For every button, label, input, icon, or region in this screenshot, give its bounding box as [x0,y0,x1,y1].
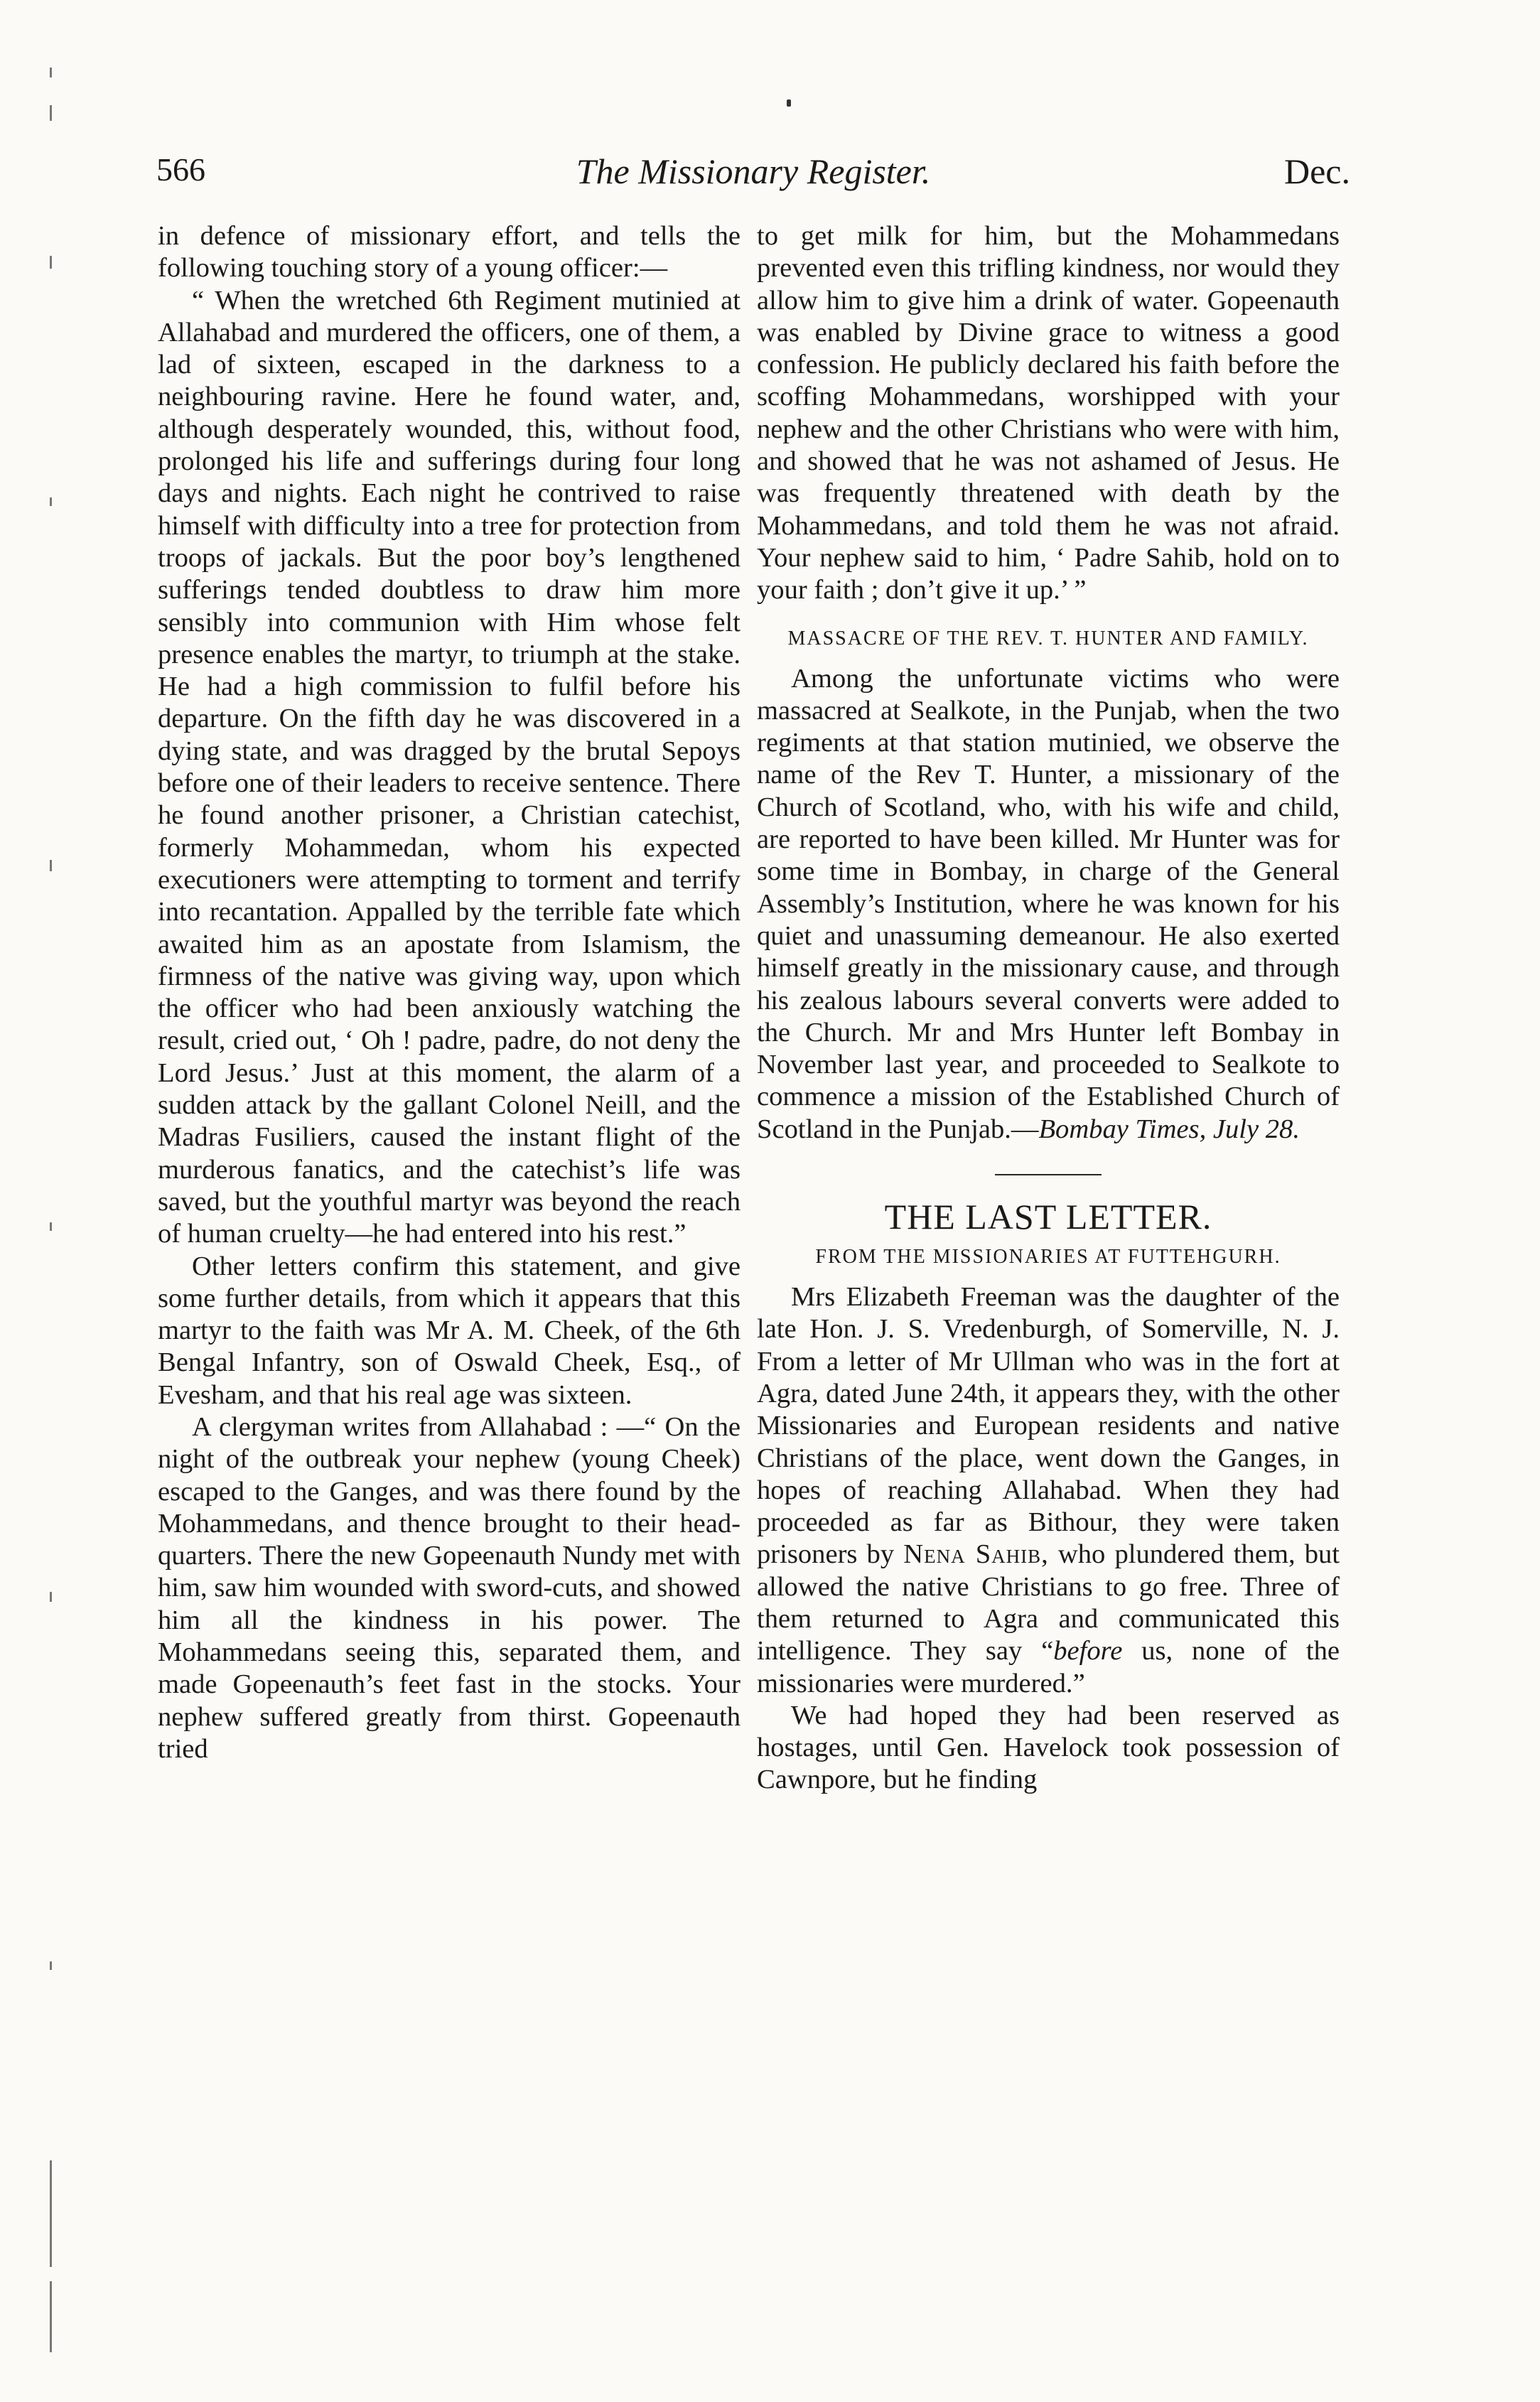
paragraph: “ When the wretched 6th Regiment mutinied at Allahabad and murdered the officers, one of them, a lad of sixteen, escaped in the darkness to a neighbouring ravine. Here he found water, and, although desperately wounded, this, without food, prolonged his life and sufferings during four long days and nights. Each night he contrived to raise himself with difficulty into a tree for protection from troops of jackals. But the poor boy’s lengthened sufferings tended doubtless to draw him more sensibly into communion with Him whose felt presence enables the martyr, to triumph at the stake. He had a high commission to fulfil before his departure. On the fifth day he was discovered in a dying state, and was dragged by the brutal Sepoys before one of their leaders to receive sentence. There he found another prisoner, a Christian catechist, formerly Mohammedan, whom his expected executioners were attempting to torment and terrify into recantation. Appalled by the terrible fate which awaited him as an apostate from Islamism, the firmness of the native was giving way, upon which the officer who had been anxiously watching the result, cried out, ‘ Oh ! padre, padre, do not deny the Lord Jesus.’ Just at this moment, the alarm of a sudden attack by the gallant Colonel Neill, and the Madras Fusiliers, caused the instant flight of the murderous fanatics, and the catechist’s life was saved, but the youthful martyr was beyond the reach of human cruelty—he had entered into his rest.” [158,285,741,1249]
section-heading: MASSACRE OF THE REV. T. HUNTER AND FAMILY. [787,627,1309,650]
paragraph-text: us, none of the missionaries were murdered.” [757,1636,1340,1698]
journal-title: The Missionary Register. [576,151,931,191]
emphasis: before [1053,1636,1123,1666]
source-citation: Bombay Times, July 28. [1038,1114,1300,1144]
right-column [757,220,1340,1797]
header-month: Dec. [1284,151,1350,191]
person-name: Nena Sahib, [903,1539,1049,1570]
paragraph: A clergyman writes from Allahabad : —“ On the night of the outbreak your nephew (young Cheek) escaped to the Ganges, and was there found by the Mohammedans, and thence brought to their head-quarters. There the new Gopeenauth Nundy met with him, saw him wounded with sword-cuts, and showed him all the kindness in his power. The Mohammedans seeing this, separated them, and made Gopeenauth’s feet fast in the stocks. Your nephew suffered greatly from thirst. Gopeenauth tried [158,1411,741,1764]
paragraph: in defence of missionary effort, and tells the following touching story of a young officer:— [158,221,741,284]
page-number: 566 [156,151,205,188]
paragraph-text: who plundered them, but allowed the native Christians to go free. Three of them returned to Agra and communicated this intelligence. They say “ [757,1539,1340,1666]
printer-mark [787,99,791,107]
paragraph [757,1281,1340,1700]
article-title: THE LAST LETTER. [884,1197,1212,1237]
paragraph [757,663,1340,1146]
paragraph-text: Among the unfortunate victims who were massacred at Sealkote, in the Punjab, when the two regiments at that station mutinied, we observe the name of the Rev T. Hunter, a missionary of the Church of Scotland, who, with his wife and child, are reported to have been killed. Mr Hunter was for some time in Bombay, in charge of the General Assembly’s Institution, where he was known for his quiet and unassuming demeanour. He also exerted himself greatly in the missionary cause, and through his zealous labours several converts were added to the Church. Mr and Mrs Hunter left Bombay in November last year, and proceeded to Sealkote to commence a mission of the Established Church of Scotland in the Punjab.— [757,663,1340,1144]
left-column [158,220,741,1765]
paragraph: We had hoped they had been reserved as hostages, until Gen. Havelock took possession of Cawnpore, but he finding [757,1700,1340,1795]
divider-rule [995,1174,1102,1175]
page-gutter-marks [50,0,60,2402]
article-subtitle: FROM THE MISSIONARIES AT FUTTEHGURH. [815,1246,1281,1269]
paragraph: to get milk for him, but the Mohammedans prevented even this trifling kindness, nor would they allow him to give him a drink of water. Gopeenauth was enabled by Divine grace to witness a good confession. He publicly declared his faith before the scoffing Mohammedans, worshipped with your nephew and the other Christians who were with him, and showed that he was not ashamed of Jesus. He was frequently threatened with death by the Mohammedans, and told them he was not afraid. Your nephew said to him, ‘ Padre Sahib, hold on to your faith ; don’t give it up.’ ” [757,221,1340,605]
paragraph-text: Mrs Elizabeth Freeman was the daughter of the late Hon. J. S. Vredenburgh, of Somerville, N. J. From a letter of Mr Ullman who was in the fort at Agra, dated June 24th, it appears they, with the other Missionaries and European residents and native Christians of the place, went down the Ganges, in hopes of reaching Allahabad. When they had proceeded as far as Bithour, they were taken prisoners by [757,1282,1340,1570]
paragraph: Other letters confirm this statement, and give some further details, from which it appears that this martyr to the faith was Mr A. M. Cheek, of the 6th Bengal Infantry, son of Oswald Cheek, Esq., of Evesham, and that his real age was sixteen. [158,1251,741,1410]
running-header [156,151,1350,208]
